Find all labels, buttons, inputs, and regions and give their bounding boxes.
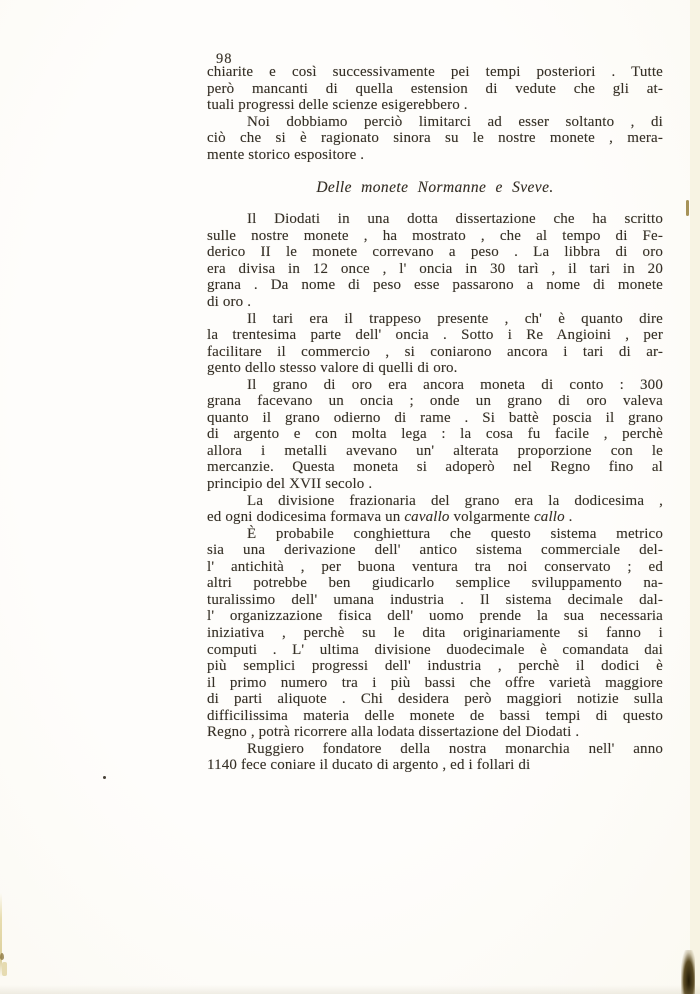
text-segment: l' organizzazione fisica dell' uomo prende la sua necessaria [207, 608, 663, 625]
bottom-edge-shadow [0, 985, 700, 994]
text-line [207, 658, 663, 675]
page-right-margin-strip [690, 0, 700, 994]
text-segment: sulle nostre monete , ha mostrato , che al tempo di Fe- [207, 227, 663, 244]
text-segment: quanto il grano odierno di rame . Si battè poscia il grano [207, 409, 663, 426]
text-column [207, 64, 663, 774]
text-segment: mercanzie. Questa moneta si adoperò nel Regno fino al [207, 459, 663, 476]
text-segment: la trentesima parte dell' oncia . Sotto i Re Angioini , per [207, 327, 663, 344]
text-line [207, 691, 663, 708]
text-segment: Il grano di oro era ancora moneta di conto : 300 [247, 376, 663, 393]
page-edge-line [686, 0, 689, 994]
left-edge-dot [0, 953, 4, 960]
text-line [207, 592, 663, 609]
text-segment: Ruggiero fondatore della nostra monarchia nell' anno [247, 740, 663, 757]
text-segment: allora i metalli avevano un' alterata proporzione con le [207, 442, 663, 459]
text-segment: gento dello stesso valore di quelli di oro. [207, 360, 458, 377]
text-segment: di parti aliquote . Chi desidera però maggiori notizie sulla [207, 691, 663, 708]
text-line [207, 675, 663, 692]
text-segment: mente storico espositore . [207, 146, 365, 163]
text-line [207, 642, 663, 659]
italic-term: cavallo [404, 509, 450, 526]
text-line [207, 509, 663, 526]
text-segment: computi . L' ultima divisione duodecimale è comandata dai [207, 641, 663, 658]
text-line [207, 476, 663, 493]
text-segment: facilitare il commercio , si coniarono ancora i tari di ar- [207, 343, 663, 360]
text-line [207, 608, 663, 625]
text-segment: Il Diodati in una dotta dissertazione che ha scritto [247, 211, 663, 228]
text-segment: altri potrebbe ben giudicarlo semplice sviluppamento na- [207, 575, 663, 592]
text-line [207, 294, 663, 311]
text-segment: Regno , potrà ricorrere alla lodata dissertazione del Diodati . [207, 724, 580, 741]
text-line [207, 228, 663, 245]
text-line [207, 261, 663, 278]
section-heading: Delle monete Normanne e Sveve. [316, 179, 554, 197]
italic-term: callo [534, 509, 565, 526]
text-segment: derico II le monete correvano a peso . La libbra di oro [207, 244, 663, 261]
text-line [207, 526, 663, 543]
text-segment: più semplici progressi dell' industria , perchè il dodici è [207, 658, 663, 675]
text-line [207, 64, 663, 81]
text-line [207, 311, 663, 328]
text-line [207, 493, 663, 510]
text-line [207, 327, 663, 344]
text-line [207, 559, 663, 576]
text-segment: ed ogni dodicesima formava un [207, 509, 405, 526]
text-line [207, 575, 663, 592]
text-segment: però mancanti di quella estension di vedute che gli at- [207, 80, 663, 97]
text-line [207, 443, 663, 460]
text-segment: volgarmente [449, 509, 534, 526]
page-number: 98 [216, 51, 233, 67]
text-segment: tuali progressi delle scienze esigerebbero . [207, 97, 468, 114]
text-segment: difficilissima materia delle monete de bassi tempi di questo [207, 707, 663, 724]
text-line [207, 360, 663, 377]
text-line [207, 757, 663, 774]
ink-speck [103, 776, 106, 779]
text-line [207, 244, 663, 261]
text-line [207, 741, 663, 758]
text-line [207, 393, 663, 410]
text-segment: 1140 fece coniare il ducato di argento , ed i follari di [207, 757, 531, 774]
text-segment: chiarite e così successivamente pei tempi posteriori . Tutte [207, 64, 663, 80]
text-segment: l' antichità , per buona ventura tra noi conservato ; ed [207, 558, 663, 575]
text-line [207, 708, 663, 725]
text-segment: È probabile conghiettura che questo sistema metrico [247, 525, 663, 542]
bottom-left-mark [2, 962, 7, 976]
text-segment: di argento e con molta lega : la cosa fu facile , perchè [207, 426, 663, 443]
text-segment: La divisione frazionaria del grano era la dodicesima , [247, 492, 663, 509]
text-segment: Il tari era il trappeso presente , ch' è quanto dire [247, 310, 663, 327]
text-segment: era divisa in 12 once , l' oncia in 30 tarì , il tari in 20 [207, 260, 663, 277]
text-line [207, 147, 663, 164]
text-line [207, 625, 663, 642]
text-line [207, 426, 663, 443]
text-line [207, 114, 663, 131]
text-segment: grana facevano un oncia ; onde un grano di oro valeva [207, 393, 663, 410]
text-line [207, 130, 663, 147]
text-line [207, 344, 663, 361]
text-line [207, 377, 663, 394]
text-segment: il primo numero tra i più bassi che offre varietà maggiore [207, 674, 663, 691]
text-segment: turalissimo dell' umana industria . Il sistema decimale dal- [207, 591, 663, 608]
text-line [207, 542, 663, 559]
text-line [207, 97, 663, 114]
text-line [207, 724, 663, 741]
text-segment: grana . Da nome di peso esse passarono a nome di monete [207, 277, 663, 294]
text-segment: iniziativa , perchè su le dita originariamente si fanno i [207, 624, 663, 641]
text-segment: Noi dobbiamo perciò limitarci ad esser soltanto , di [247, 113, 663, 130]
text-line [207, 410, 663, 427]
text-segment: sia una derivazione dell' antico sistema commerciale del- [207, 542, 663, 559]
text-segment: principio del XVII secolo . [207, 476, 373, 493]
text-segment: di oro . [207, 294, 252, 311]
text-line [207, 211, 663, 228]
text-line [207, 277, 663, 294]
text-line [207, 459, 663, 476]
text-line [207, 81, 663, 98]
page-edge-blemish [686, 200, 689, 216]
text-segment: ciò che si è ragionato sinora su le nostre monete , mera- [207, 130, 663, 147]
text-segment: . [564, 509, 573, 526]
